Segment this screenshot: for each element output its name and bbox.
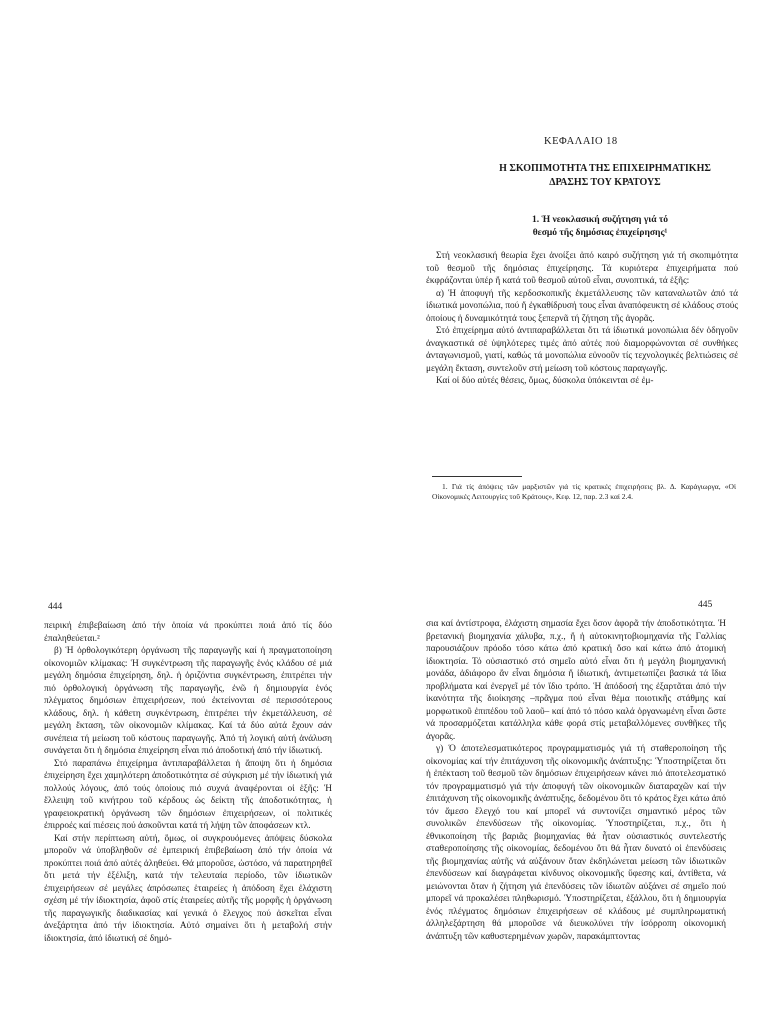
left-page-body (44, 620, 332, 945)
section-heading-line: θεσμό τῆς δημόσιας ἐπιχείρησης¹ (532, 228, 668, 238)
footnote: 1. Γιά τίς ἀπόψεις τῶν μαρξιστῶν γιά τίς κρατικές ἐπιχειρήσεις βλ. Δ. Καράγιωργα, «Οἱ Οἰκονομικές Λειτουργίες τοῦ Κράτους», Κεφ. 12, παρ. 2.3 καί 2.4. (432, 482, 736, 501)
chapter-label: ΚΕΦΑΛΑΙΟ 18 (544, 136, 618, 147)
paragraph: Καί στήν περίπτωση αὐτή, ὅμως, οἱ συγκρουόμενες ἀπόψεις δύσκολα μποροῦν νά ὑποβληθοῦν σέ ἐμπειρική ἐπιβεβαίωση ἀπό τήν ὁποία νά προκύπτει ποιά ἀπό αὐτές ἀληθεύει. Θά μποροῦσε, ὡστόσο, νά παρατηρηθεῖ ὅτι μετά τήν ἐξέλιξη, κατά τήν τελευταία περίοδο, τῶν ἰδιωτικῶν ἐπιχειρήσεων σέ μεγάλες ἀπρόσωπες ἑταιρείες ἡ ἀπόδοση ἔχει ἐλάχιστη σχέση μέ τήν ἰδιοκτησία, ἀφοῦ στίς ἑταιρείες αὐτῆς τῆς μορφῆς ἡ ὀργάνωση τῆς παραγωγικῆς διαδικασίας καί γενικά ὁ ἔλεγχος πού ἀσκεῖται εἶναι ἀνεξάρτητα ἀπό τήν ἰδιοκτησία. Αὐτό σημαίνει ὅτι ἡ μεταβολή στήν ἰδιοκτησία, ἀπό ἰδιωτική σέ δημό- (44, 833, 332, 944)
top-page-body (426, 250, 738, 388)
paragraph: σια καί ἀντίστροφα, ἐλάχιστη σημασία ἔχει ὅσον ἀφορᾶ τήν ἀποδοτικότητα. Ἡ βρετανική βιομηχανία χάλυβα, π.χ., ἤ ἡ αὐτοκινητοβιομηχανία τῆς Γαλλίας παρουσιάζουν πρόοδο τόσο κάτω ἀπό κρατική ὅσο καί κάτω ἀπό ἀτομική ἰδιοκτησία. Τό οὐσιαστικό στό σημεῖο αὐτό εἶναι ὅτι ἡ μεγάλη βιομηχανική μονάδα, ἀδιάφορο ἄν εἶναι δημόσια ἤ ἰδιωτική, ἀντιμετωπίζει βασικά τά ἴδια προβλήματα καί ἐνεργεῖ μέ τόν ἴδιο τρόπο. Ἡ ἀπόδοσή της ἐξαρτᾶται ἀπό τήν ἱκανότητα τῆς διοίκησης –πρᾶγμα πού εἶναι θέμα ποιοτικῆς στάθμης καί μορφωτικοῦ ἐπιπέδου τοῦ λαοῦ– καί ἀπό τό πόσο καλά ὀργανωμένη εἶναι ὥστε νά προσαρμόζεται κατάλληλα κάθε φορά στίς μεταβαλλόμενες συνθῆκες τῆς ἀγορᾶς. (426, 619, 726, 742)
right-page-body (426, 618, 726, 943)
page-number-left: 444 (48, 602, 63, 612)
section-heading-line: 1. Ἡ νεοκλασική συζήτηση γιά τό (531, 215, 669, 225)
paragraph: Στή νεοκλασική θεωρία ἔχει ἀνοίξει ἀπό καιρό συζήτηση γιά τή σκοπιμότητα τοῦ θεσμοῦ τῆς δημόσιας ἐπιχείρησης. Τά κυριότερα ἐπιχειρήματα πού ἐκφράζονται ὑπέρ ἤ κατά τοῦ θεσμοῦ αὐτοῦ εἶναι, συνοπτικά, τά ἑξῆς: (426, 251, 738, 286)
paragraph: πειρική ἐπιβεβαίωση ἀπό τήν ὁποία νά προκύπτει ποιά ἀπό τίς δύο ἐπαληθεύεται.² (44, 621, 332, 644)
paragraph: Στό παραπάνω ἐπιχείρημα ἀντιπαραβάλλεται ἡ ἄποψη ὅτι ἡ δημόσια ἐπιχείρηση ἔχει χαμηλότερη ἀποδοτικότητα σέ σύγκριση μέ τήν ἰδιωτική γιά πολλούς λόγους, ἀπό τούς ὁποίους πιό συχνά ἀναφέρονται οἱ ἑξῆς: Ἡ ἔλλειψη τοῦ κινήτρου τοῦ κέρδους ὡς δείκτη τῆς ἀποδοτικότητας, ἡ γραφειοκρατική ὀργάνωση τῶν δημόσιων ἐπιχειρήσεων, οἱ πολιτικές ἐπιρροές καί πιέσεις πού ἀσκοῦνται κατά τή λήψη τῶν ἀποφάσεων κτλ. (44, 758, 332, 831)
section-heading (484, 214, 716, 240)
paragraph: γ) Ὁ ἀποτελεσματικότερος προγραμματισμός γιά τή σταθεροποίηση τῆς οἰκονομίας καί τήν ἐπιτάχυνση τῆς οἰκονομικῆς ἀνάπτυξης: Ὑποστηρίζεται ὅτι ἡ ἐπέκταση τοῦ θεσμοῦ τῶν δημόσιων ἐπιχειρήσεων κάνει πιό ἀποτελεσματικό τόν προγραμματισμό γιά τήν ἀποφυγή τῶν οἰκονομικῶν διαταραχῶν καί τήν ἐπιτάχυνση τῆς οἰκονομικῆς ἀνάπτυξης, δεδομένου ὅτι τό κράτος ἔχει κάτω ἀπό τόν ἄμεσο ἔλεγχό του καί μπορεῖ νά συντονίζει σημαντικό μέρος τῶν συνολικῶν ἐπενδύσεων τῆς οἰκονομίας. Ὑποστηρίζεται, π.χ., ὅτι ἡ ἐθνικοποίηση τῆς βαριᾶς βιομηχανίας θά ἦταν οὐσιαστικός συντελεστής σταθεροποίησης τῆς οἰκονομίας, δεδομένου ὅτι θά ἦταν δυνατό οἱ ἐπενδύσεις τῆς βιομηχανίας αὐτῆς νά αὐξάνουν ὅταν ἐκδηλώνεται μείωση τῶν ἰδιωτικῶν ἐπενδύσεων καί διαγράφεται κίνδυνος οἰκονομικῆς ὕφεσης καί, ἀντίθετα, νά μειώνονται ὅταν ἡ ζήτηση γιά ἐπενδύσεις τῶν ἰδιωτῶν αὐξάνει σέ σημεῖο πού μπορεῖ νά προκαλέσει πληθωρισμό. Ὑποστηρίζεται, ἐξάλλου, ὅτι ἡ δημιουργία ἑνός πλέγματος δημόσιων ἐπιχειρήσεων σέ κλάδους μέ συμπληρωματική ἀλληλεξάρτηση θά μποροῦσε νά διευκολύνει τήν ἰσόρροπη οἰκονομική ἀνάπτυξη τῶν καθυστερημένων χωρῶν, παρακάμπτοντας (426, 744, 726, 942)
chapter-title (470, 162, 740, 190)
paragraph: α) Ἡ ἀποφυγή τῆς κερδοσκοπικῆς ἐκμετάλλευσης τῶν καταναλωτῶν ἀπό τά ἰδιωτικά μονοπώλια, πού ἤ ἐγκαθίδρυσή τους εἶναι ἀναπόφευκτη σέ κλάδους στούς ὁποίους ἡ δυναμικότητά τους ξεπερνᾶ τή ζήτηση τῆς ἀγορᾶς. (426, 288, 738, 324)
paragraph: β) Ἡ ὀρθολογικότερη ὀργάνωση τῆς παραγωγῆς καί ἡ πραγματοποίηση οἰκονομιῶν κλίμακας: Ἡ συγκέντρωση τῆς παραγωγῆς ἑνός κλάδου σέ μιά μεγάλη δημόσια ἐπιχείρηση, δηλ. ἡ ὁριζόντια συγκέντρωση, ἐπιτρέπει τήν πιό ὀρθολογική ὀργάνωση τῆς παραγωγῆς, ἐνῶ ἡ δημιουργία ἑνός πλέγματος δημόσιων ἐπιχειρήσεων, πού ἐκτείνονται σέ περισσότερους κλάδους, δηλ. ἡ κάθετη συγκέντρωση, ἐπιτρέπει τήν ἐκμετάλλευση, σέ μεγάλη ἔκταση, τῶν οἰκονομιῶν κλίμακας. Καί τά δύο αὐτά ἔχουν σάν συνέπεια τή μείωση τοῦ κόστους παραγωγῆς. Ἀπό τή λογική αὐτή ἀνάλυση συνάγεται ὅτι ἡ δημόσια ἐπιχείρηση εἶναι πιό ἀποδοτική ἀπό τήν ἰδιωτική. (44, 646, 332, 756)
chapter-title-line: Η ΣΚΟΠΙΜΟΤΗΤΑ ΤΗΣ ΕΠΙΧΕΙΡΗΜΑΤΙΚΗΣ (499, 163, 711, 174)
paragraph: Καί οἱ δύο αὐτές θέσεις, ὅμως, δύσκολα ὑπόκεινται σέ ἐμ- (436, 376, 654, 386)
footnote-divider (432, 476, 522, 477)
paragraph: Στό ἐπιχείρημα αὐτό ἀντιπαραβάλλεται ὅτι τά ἰδιωτικά μονοπώλια δέν ὁδηγοῦν ἀναγκαστικά σέ ὑψηλότερες τιμές ἀπό αὐτές πού διαμορφώνονται σέ συνθήκες ἀνταγωνισμοῦ, γιατί, καθώς τά μονοπώλια εὐνοοῦν τίς τεχνολογικές βελτιώσεις σέ μεγάλη ἔκταση, συντελοῦν στή μείωση τοῦ κόστους παραγωγῆς. (426, 326, 738, 374)
page-number-right: 445 (698, 600, 713, 610)
bottom-spread (0, 512, 768, 1024)
chapter-title-line: ΔΡΑΣΗΣ ΤΟΥ ΚΡΑΤΟΥΣ (549, 177, 661, 188)
